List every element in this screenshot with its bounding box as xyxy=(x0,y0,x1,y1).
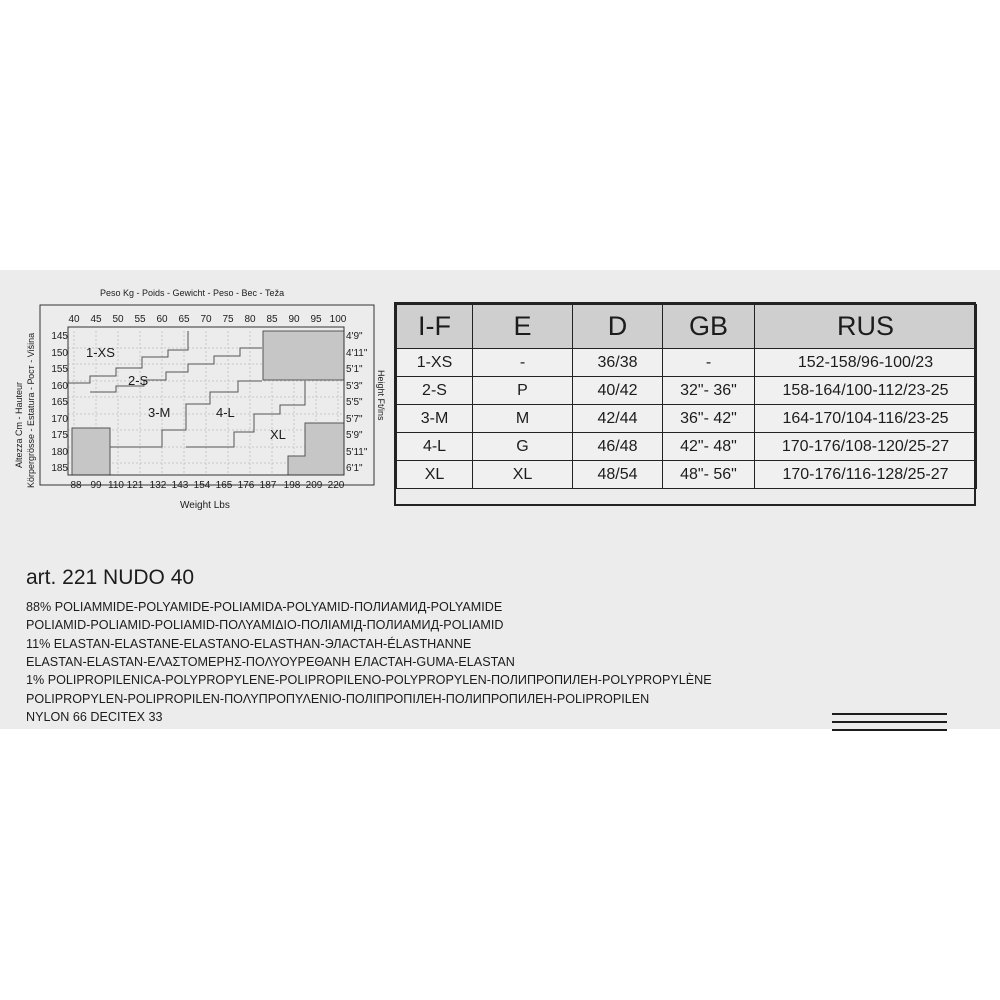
lbs-tick: 110 xyxy=(108,480,124,491)
unavailable-zone xyxy=(288,423,344,475)
cell: 164-170/104-116/23-25 xyxy=(755,405,977,433)
cell: G xyxy=(473,433,573,461)
cell: 36"- 42" xyxy=(663,405,755,433)
zone-label: XL xyxy=(270,427,286,442)
composition-line: 1% POLIPROPILENICA-POLYPROPYLENE-POLIPROPILENO-POLYPROPYLEN-ПОЛИПРОПИЛЕН-POLYPROPYLÈNE xyxy=(26,673,712,687)
table-row xyxy=(397,349,977,377)
cell: - xyxy=(663,349,755,377)
weight-lbs-label: Weight Lbs xyxy=(180,500,230,511)
ft-tick: 6'1" xyxy=(346,463,363,474)
composition-line: POLIPROPYLEN-POLIPROPILEN-ΠΟΛΥΠΡΟΠΥΛΕΝΙΟ-ПОЛІПРОПІЛЕН-ПОЛИПРОПИЛЕН-POLIPROPILEN xyxy=(26,692,650,706)
kg-tick: 45 xyxy=(90,314,102,325)
table-row xyxy=(397,405,977,433)
bar-line xyxy=(832,713,947,715)
ft-tick: 5'11" xyxy=(346,447,368,458)
ft-tick: 5'1" xyxy=(346,364,363,375)
cell: XL xyxy=(473,461,573,489)
composition-line: 88% POLIAMMIDE-POLYAMIDE-POLIAMIDA-POLYAMID-ПОЛИАМИД-POLYAMIDE xyxy=(26,600,503,614)
ft-tick: 5'3" xyxy=(346,381,363,392)
lbs-tick: 154 xyxy=(193,480,211,491)
table-row xyxy=(397,461,977,489)
cm-tick: 180 xyxy=(51,447,68,458)
unavailable-zone xyxy=(263,331,344,380)
cell: 40/42 xyxy=(573,377,663,405)
ft-tick: 4'9" xyxy=(346,331,363,342)
cm-tick: 165 xyxy=(51,397,68,408)
cell: 170-176/108-120/25-27 xyxy=(755,433,977,461)
kg-tick: 100 xyxy=(329,314,347,325)
cell: M xyxy=(473,405,573,433)
bar-line xyxy=(832,729,947,731)
cell: 2-S xyxy=(397,377,473,405)
kg-tick: 70 xyxy=(200,314,212,325)
cell: 42/44 xyxy=(573,405,663,433)
lbs-tick: 176 xyxy=(237,480,255,491)
table-row xyxy=(397,433,977,461)
composition-line: NYLON 66 DECITEX 33 xyxy=(26,710,163,724)
kg-tick: 65 xyxy=(178,314,190,325)
cm-tick: 185 xyxy=(51,463,68,474)
cell: P xyxy=(473,377,573,405)
ft-tick: 5'7" xyxy=(346,414,363,425)
cm-tick: 155 xyxy=(51,364,68,375)
cm-tick: 175 xyxy=(51,430,68,441)
height-cm-label: Altezza Cm - Hauteur xyxy=(14,381,24,468)
lbs-tick: 198 xyxy=(283,480,301,491)
lbs-tick: 220 xyxy=(327,480,345,491)
zone-label: 3-M xyxy=(148,405,171,420)
cm-tick: 150 xyxy=(51,348,68,359)
cell: 3-M xyxy=(397,405,473,433)
kg-tick: 55 xyxy=(134,314,146,325)
cell: 48/54 xyxy=(573,461,663,489)
lbs-tick: 187 xyxy=(259,480,277,491)
cell: 1-XS xyxy=(397,349,473,377)
lbs-tick: 143 xyxy=(171,480,189,491)
cell: XL xyxy=(397,461,473,489)
cell: 48"- 56" xyxy=(663,461,755,489)
composition-line: 11% ELASTAN-ELASTANE-ELASTANO-ELASTHAN-ЭЛАСТАН-ÉLASTHANNE xyxy=(26,637,472,651)
height-ft-label: Height Ft/ins xyxy=(376,370,386,421)
cell: 152-158/96-100/23 xyxy=(755,349,977,377)
col-header-if: I-F xyxy=(397,305,473,349)
kg-tick: 90 xyxy=(288,314,300,325)
size-conversion-table xyxy=(396,304,977,489)
table-row xyxy=(397,377,977,405)
cell: 170-176/116-128/25-27 xyxy=(755,461,977,489)
cell: 4-L xyxy=(397,433,473,461)
composition-line: POLIAMID-POLIAMID-POLIAMID-ΠΟΛΥΑΜΙΔΙΟ-ПОЛІАМІД-ПОЛИАМИД-POLIAMID xyxy=(26,618,504,632)
kg-tick: 80 xyxy=(244,314,256,325)
ft-tick: 5'9" xyxy=(346,430,363,441)
zone-label: 2-S xyxy=(128,373,149,388)
kg-tick: 60 xyxy=(156,314,168,325)
zone-label: 4-L xyxy=(216,405,235,420)
cm-tick: 160 xyxy=(51,381,68,392)
col-header-gb: GB xyxy=(663,305,755,349)
col-header-e: E xyxy=(473,305,573,349)
ft-tick: 4'11" xyxy=(346,348,368,359)
cm-tick: 170 xyxy=(51,414,68,425)
lbs-tick: 165 xyxy=(215,480,233,491)
lbs-tick: 99 xyxy=(90,480,102,491)
col-header-d: D xyxy=(573,305,663,349)
bar-line xyxy=(832,721,947,723)
lbs-tick: 88 xyxy=(70,480,82,491)
article-title: art. 221 NUDO 40 xyxy=(26,566,195,589)
weight-kg-label: Peso Kg - Poids - Gewicht - Peso - Вес - Teža xyxy=(100,288,285,298)
height-cm-label-2: Körpergrösse - Estatura - Рост - Višina xyxy=(26,332,36,488)
kg-tick: 75 xyxy=(222,314,234,325)
cell: - xyxy=(473,349,573,377)
kg-tick: 50 xyxy=(112,314,124,325)
cell: 46/48 xyxy=(573,433,663,461)
table-header-row xyxy=(397,305,977,349)
cell: 42"- 48" xyxy=(663,433,755,461)
zone-label: 1-XS xyxy=(86,345,115,360)
cell: 158-164/100-112/23-25 xyxy=(755,377,977,405)
composition-line: ELASTAN-ELASTAN-ΕΛΑΣΤΟΜΕΡΗΣ-ΠΟΛΥΟΥΡΕΘΑΝΗ ЕЛАСТАН-GUMA-ELASTAN xyxy=(26,655,515,669)
kg-tick: 95 xyxy=(310,314,322,325)
kg-tick: 40 xyxy=(68,314,80,325)
cm-tick: 145 xyxy=(51,331,68,342)
col-header-rus: RUS xyxy=(755,305,977,349)
cell: 36/38 xyxy=(573,349,663,377)
lbs-tick: 132 xyxy=(149,480,167,491)
lbs-tick: 121 xyxy=(126,480,144,491)
kg-tick: 85 xyxy=(266,314,278,325)
lbs-tick: 209 xyxy=(305,480,323,491)
cell: 32"- 36" xyxy=(663,377,755,405)
unavailable-zone xyxy=(72,428,110,475)
ft-tick: 5'5" xyxy=(346,397,363,408)
